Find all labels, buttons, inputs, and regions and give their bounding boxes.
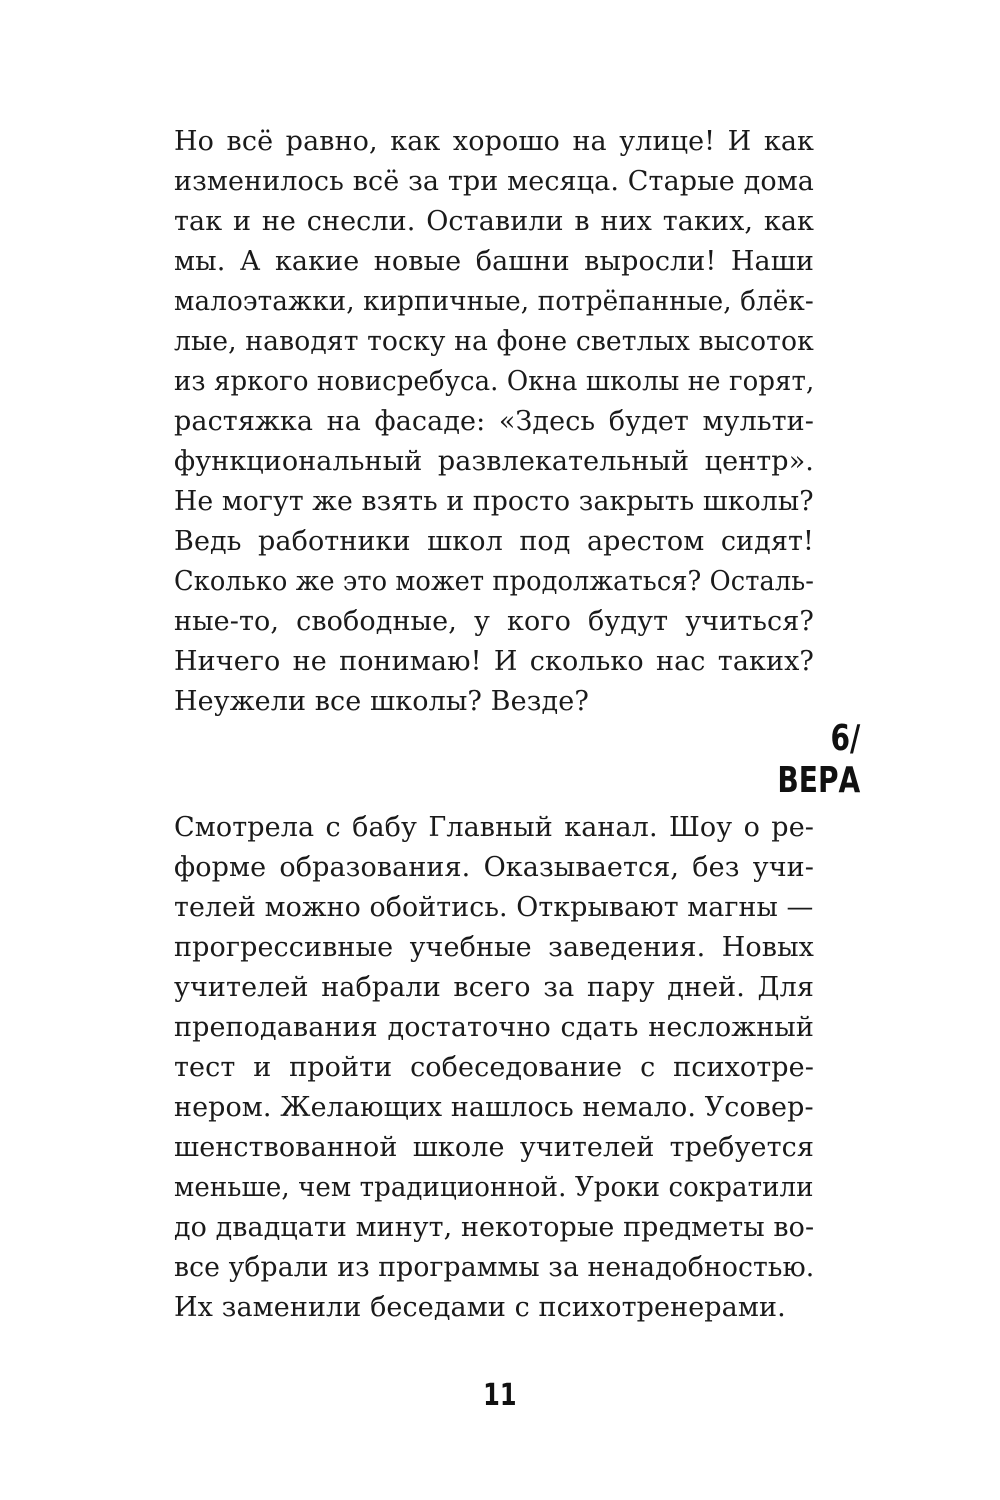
text-line: Сколько же это может продолжаться? Осталь- [174,566,815,597]
text-line: так и не снесли. Оставили в них таких, как [174,206,814,237]
paragraph-2 [174,808,814,1328]
text-line: изменилось всё за три месяца. Старые дома [174,166,814,197]
text-line: растяжка на фасаде: «Здесь будет мульти- [174,406,814,437]
text-line: Смотрела с бабу Главный канал. Шоу о ре- [174,812,814,843]
text-line: прогрессивные учебные заведения. Новых [174,932,814,963]
text-line: функциональный развлекательный центр». [174,446,814,477]
text-line: Ведь работники школ под арестом сидят! [174,526,814,557]
paragraph-1 [174,122,814,722]
text-line: ные-то, свободные, у кого будут учиться? [174,606,814,637]
page-number-value: 11 [483,1378,517,1413]
chapter-number: 6/ [830,718,860,759]
text-line: преподавания достаточно сдать несложный [174,1012,814,1043]
page-number [0,1378,1000,1413]
text-line: из яркого новисребуса. Окна школы не горят, [174,366,815,397]
text-line: меньше, чем традиционной. Уроки сократили [174,1172,814,1203]
text-line: Их заменили беседами с психотренерами. [174,1292,786,1323]
text-line: лые, наводят тоску на фоне светлых высоток [174,326,814,357]
text-line: шенствованной школе учителей требуется [174,1132,814,1163]
chapter-title: ВЕРА [777,760,860,801]
text-line: все убрали из программы за ненадобностью. [174,1252,815,1283]
text-line: Неужели все школы? Везде? [174,686,589,717]
text-line: учителей набрали всего за пару дней. Для [174,972,814,1003]
text-line: телей можно обойтись. Открывают магны — [174,892,814,923]
text-line: до двадцати минут, некоторые предметы во- [174,1212,815,1243]
text-line: нером. Желающих нашлось немало. Усовер- [174,1092,814,1123]
text-line: Ничего не понимаю! И сколько нас таких? [174,646,814,677]
text-line: тест и пройти собеседование с психотре- [174,1052,814,1083]
text-line: Но всё равно, как хорошо на улице! И как [174,126,814,157]
chapter-heading [777,718,860,802]
text-line: мы. А какие новые башни выросли! Наши [174,246,814,277]
text-line: форме образования. Оказывается, без учи- [174,852,814,883]
text-line: Не могут же взять и просто закрыть школы? [174,486,814,517]
text-line: малоэтажки, кирпичные, потрёпанные, блёк- [174,286,814,317]
